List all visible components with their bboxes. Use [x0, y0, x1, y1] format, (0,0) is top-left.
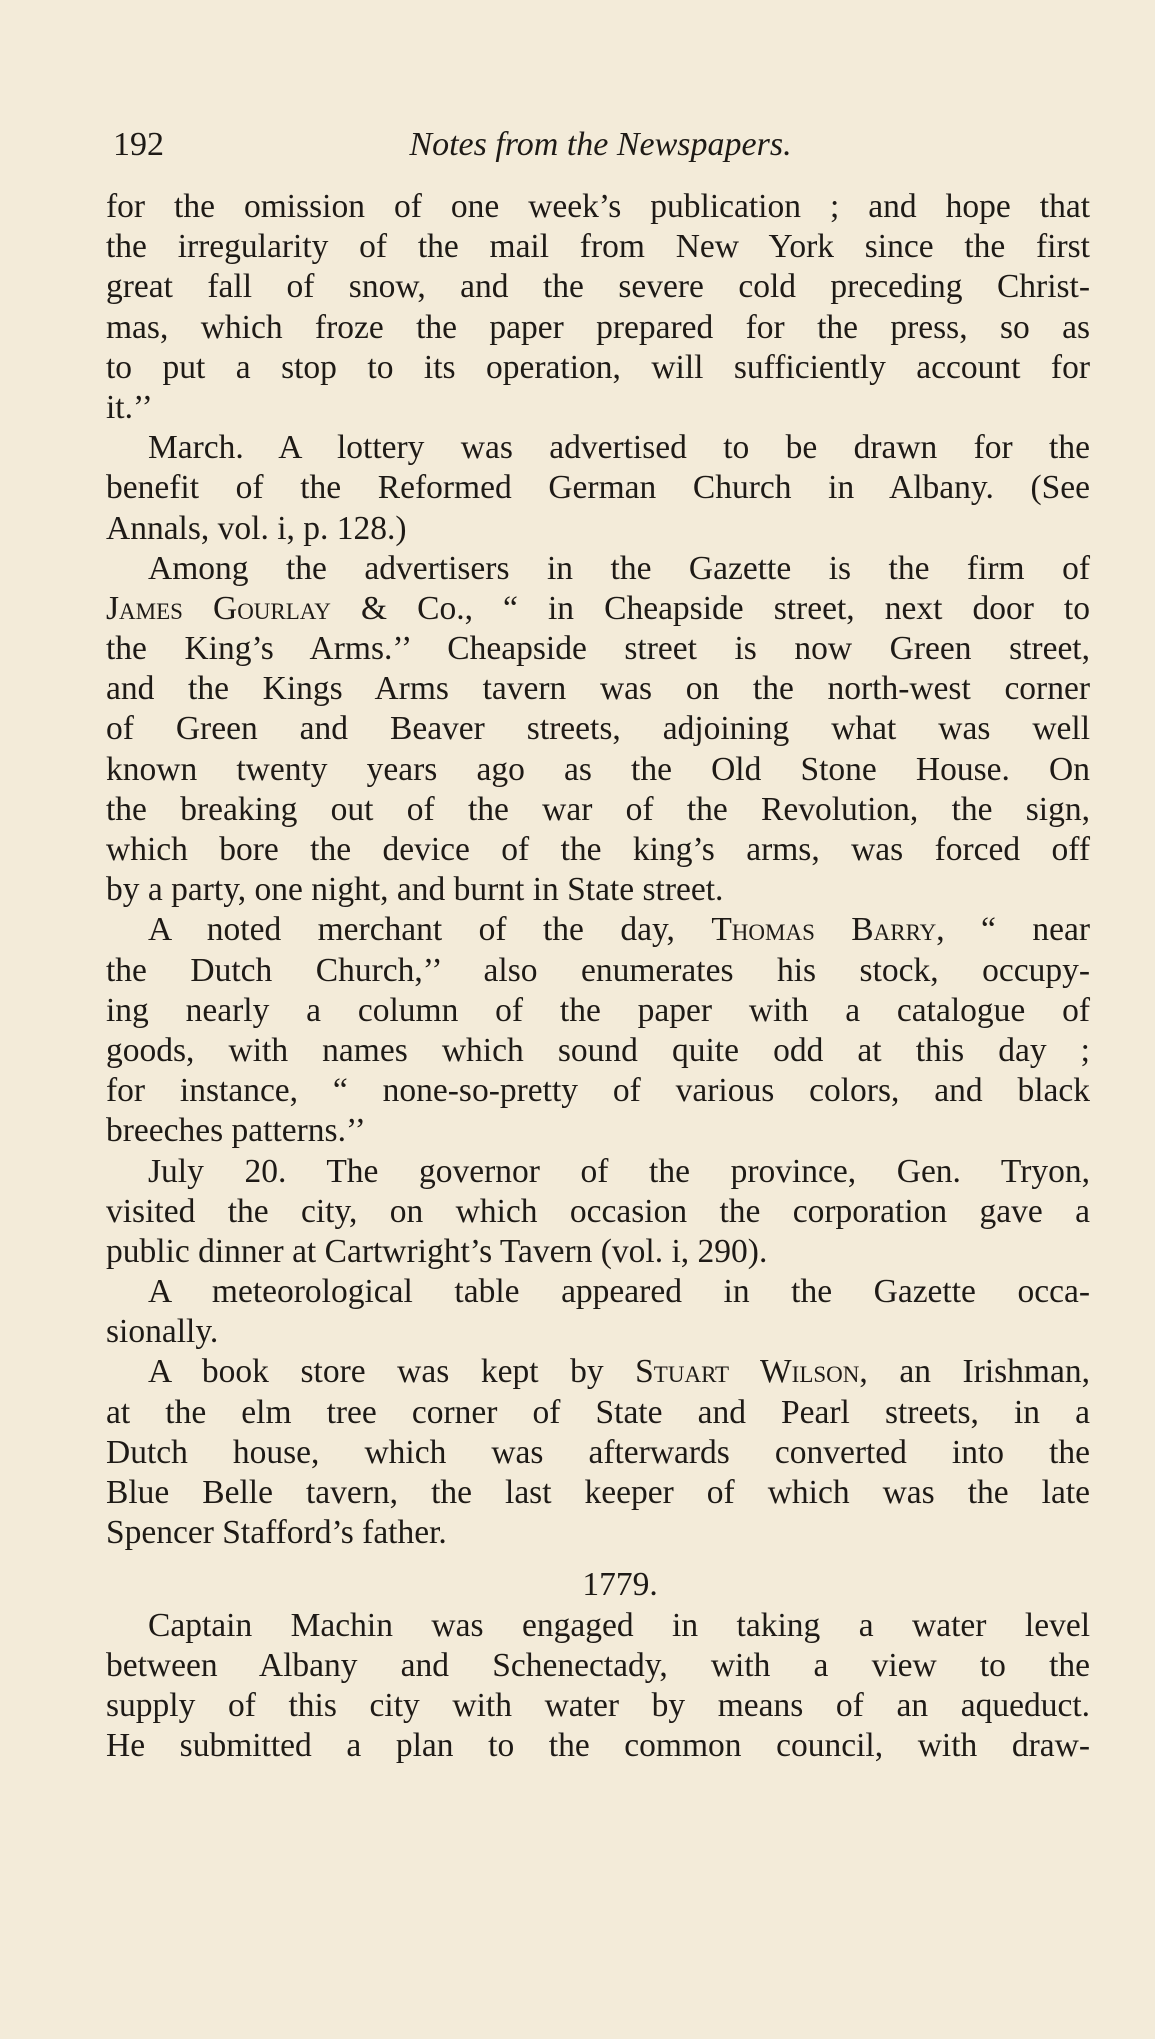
text-line: public dinner at Cartwright’s Tavern (vol. i, 290).	[106, 1232, 768, 1270]
text-segment: A noted merchant of the day,	[148, 911, 712, 949]
text-line: supply of this city with water by means of an aqueduct.	[106, 1686, 1090, 1724]
text-line: the King’s Arms.’’ Cheapside street is now Green street,	[106, 630, 1090, 668]
page-number: 192	[113, 126, 164, 163]
text-line: Annals, vol. i, p. 128.)	[106, 509, 407, 547]
text-line: known twenty years ago as the Old Stone House. On	[106, 750, 1090, 788]
text-line: the Dutch Church,’’ also enumerates his stock, occupy-	[106, 951, 1090, 989]
firm-name: James Gourlay	[106, 589, 331, 627]
text-line: Blue Belle tavern, the last keeper of which was the late	[106, 1474, 1090, 1511]
body-text	[106, 187, 1090, 1766]
text-segment: & Co., “ in Cheapside street, next door to	[330, 589, 1090, 627]
text-line: which bore the device of the king’s arms, was forced off	[106, 831, 1090, 868]
text-line: breeches patterns.’’	[106, 1112, 366, 1150]
text-line: sionally.	[106, 1313, 219, 1351]
text-segment: , “ near	[936, 911, 1090, 949]
text-line: goods, with names which sound quite odd at this day ;	[106, 1031, 1090, 1069]
text-line: it.’’	[106, 388, 153, 426]
paragraph-first-line: Among the advertisers in the Gazette is the firm of	[148, 549, 1090, 587]
paragraph-first-line	[106, 910, 1090, 950]
year-heading: 1779.	[582, 1566, 658, 1604]
text-line: at the elm tree corner of State and Pearl streets, in a	[106, 1393, 1090, 1431]
text-line: benefit of the Reformed German Church in Albany. (See	[106, 469, 1090, 507]
text-line: of Green and Beaver streets, adjoining what was well	[106, 710, 1090, 748]
text-line: Dutch house, which was afterwards converted into the	[106, 1433, 1090, 1471]
text-line: for instance, “ none-so-pretty of various colors, and black	[106, 1072, 1090, 1110]
paragraph-first-line: A meteorological table appeared in the Gazette occa-	[148, 1273, 1090, 1311]
text-line: visited the city, on which occasion the corporation gave a	[106, 1192, 1090, 1230]
paragraph-first-line: Captain Machin was engaged in taking a water level	[148, 1606, 1090, 1644]
text-line: great fall of snow, and the severe cold preceding Christ-	[106, 268, 1090, 306]
text-line: the irregularity of the mail from New York since the first	[106, 228, 1090, 266]
running-head	[113, 122, 1088, 172]
text-line: mas, which froze the paper prepared for the press, so as	[106, 308, 1090, 346]
text-line: and the Kings Arms tavern was on the north-west corner	[106, 670, 1090, 708]
paragraph-first-line: March. A lottery was advertised to be drawn for the	[148, 429, 1090, 467]
merchant-name: Thomas Barry	[711, 911, 937, 949]
text-line: by a party, one night, and burnt in State street.	[106, 871, 724, 909]
text-line: between Albany and Schenectady, with a view to the	[106, 1646, 1090, 1684]
running-title: Notes from the Newspapers.	[409, 126, 792, 163]
paragraph-first-line	[106, 1352, 1090, 1392]
paragraph-first-line: July 20. The governor of the province, Gen. Tryon,	[148, 1152, 1090, 1190]
text-segment: , an Irishman,	[859, 1353, 1090, 1391]
text-line: to put a stop to its operation, will sufficiently account for	[106, 348, 1090, 386]
text-line: ing nearly a column of the paper with a catalogue of	[106, 991, 1090, 1029]
text-segment: A book store was kept by	[148, 1353, 636, 1391]
text-line	[106, 589, 1090, 629]
text-line: Spencer Stafford’s father.	[106, 1514, 447, 1552]
text-line: He submitted a plan to the common council, with draw-	[106, 1727, 1090, 1765]
bookseller-name: Stuart Wilson	[635, 1353, 860, 1391]
text-line: the breaking out of the war of the Revolution, the sign,	[106, 790, 1090, 828]
text-line: for the omission of one week’s publication ; and hope that	[106, 188, 1090, 225]
